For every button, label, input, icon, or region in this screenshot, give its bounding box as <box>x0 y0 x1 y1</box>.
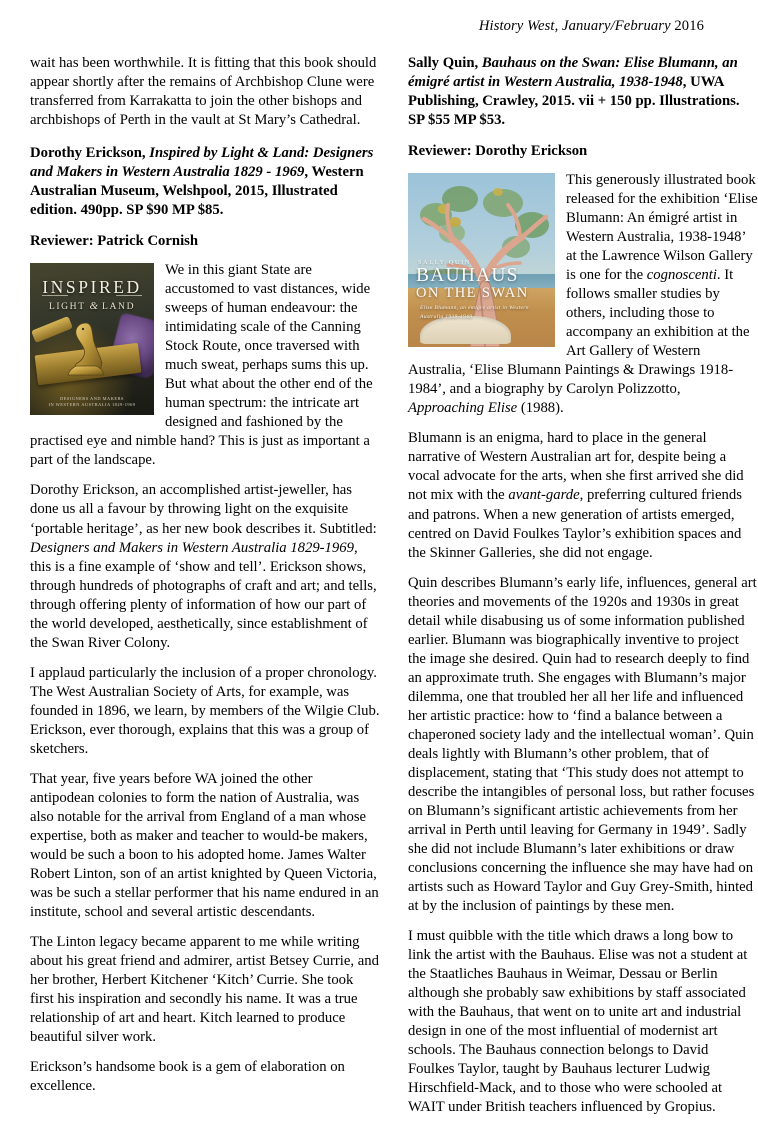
citation-imprint-bauhaus: , UWA Publishing, Crawley, 2015. vii + 150 pp. Illustrations. SP $55 MP $53. <box>408 74 740 128</box>
citation-imprint: , Western Australian Museum, Welshpool, 2015, Illustrated edition. 490pp. SP $90 MP $85. <box>30 164 364 218</box>
right-column <box>408 54 758 1128</box>
enigma-part1: Blumann is an enigma, hard to place in the general narrative of Western Australian art for, despite being a vocal advocate for the arts, when she first arrived she did not mix with the <box>408 430 744 503</box>
citation-title: Inspired by Light & Land: Designers and Makers in Western Australia 1829 - 1969 <box>30 145 373 180</box>
intro-italic-cognoscenti: cognoscenti <box>647 267 717 283</box>
paragraph-title-quibble: I must quibble with the title which draws a long bow to link the artist with the Bauhaus. Elise was not a student at the Staatliches Bauhaus in Weimar, Dessau or Berlin although she probably saw exhibitions by staff associated with the Bauhaus, that went on to unite art and industrial design in one of the most influential of modernist art schools. The Bauhaus connection belongs to David Foulkes Taylor, taught by Bauhaus lecturer Ludwig Hirschfield-Mack, and to those who were schooled at WAIT under British teachers influenced by Gropius. <box>408 927 758 1117</box>
cover-subtitle-bauhaus: Elise Blumann, an émigré artist in Western Australia 1938-1948 <box>420 304 545 321</box>
cover-subtitle-post: LAND <box>98 301 135 312</box>
cover-credit-line-1: DESIGNERS AND MAKERS <box>30 396 154 403</box>
cover-title-inspired: INSPIRED <box>30 277 154 298</box>
running-head-issue: January/February <box>558 18 670 34</box>
book-citation-inspired <box>30 144 380 220</box>
cover-subtitle-pre: LIGHT <box>49 301 90 312</box>
cover-subtitle-light-and-land <box>30 300 154 312</box>
paragraph-erickson-part2: , this is a fine example of ‘show and tell’. Erickson shows, through hundreds of photographs of craft and art; and tells, through offering plenty of information of how our part of the world developed, aesthetically, since establishment of the Swan River Colony. <box>30 540 377 651</box>
paragraph-erickson-subtitled <box>30 481 380 652</box>
cover-title-on-the-swan: ON THE SWAN <box>416 286 529 301</box>
cover-title-bauhaus: BAUHAUS <box>416 266 519 286</box>
two-column-layout <box>30 54 732 1128</box>
book-cover-inspired-by-light-and-land <box>30 263 154 415</box>
paragraph-linton: That year, five years before WA joined the other antipodean colonies to form the nation of Australia, was also notable for the arrival from England of a man whose expertise, both as maker and teacher to would-be makers, would be such a boon to his adopted home. James Walter Robert Linton, son of an artist knighted by Queen Victoria, was be such a stellar performer that his name endured in an institute, school and several artistic descendants. <box>30 770 380 922</box>
intro-part3: (1988). <box>517 400 564 416</box>
enigma-italic-avant-garde: avant-garde <box>508 487 579 503</box>
intro-part1: This generously illustrated book released for the exhibition ‘Elise Blumann: An émigré artist in Western Australia, 1938-1948’ at the Lawrence Wilson Gallery is one for the <box>566 172 758 283</box>
citation-author-quin: Sally Quin, <box>408 55 482 71</box>
paragraph-quin-describes: Quin describes Blumann’s early life, influences, general art theories and movements of the 1920s and 1930s in great detail while disabusing us of some information published earlier. Blumann was biographically inventive to project the image she desired. Quin had to research deeply to find an approximate truth. She engages with Blumann’s major dilemma, one that troubled her all her life and influenced her artistic practice: how to ‘find a balance between a chaperoned society lady and the intellectual woman’. Quin deals lightly with Blumann’s other problem, that of displacement, stating that ‘This study does not attempt to describe the intangibles of personal loss, but rather focuses on Blumann’s significant artistic achievements from her arrival in Perth until leaving for Germany in 1949’. Sadly she did not include Blumann’s later exhibitions or draw conclusions concerning the influence she may have had on artists such as Howard Taylor and Guy Grey-Smith, hinted at by the inclusion of paintings by these men. <box>408 574 758 917</box>
enigma-part2: , preferring cultured friends and patrons. When a new generation of artists emerged, centred on David Foulkes Taylor’s exhibition spaces and the Skinner Galleries, she did not engage. <box>408 487 742 560</box>
tree-foliage-group <box>420 186 549 258</box>
paragraph-blumann-enigma <box>408 429 758 562</box>
continued-paragraph: wait has been worthwhile. It is fitting that this book should appear shortly after the remains of Archbishop Clune were transferred from Karrakatta to join the other bishops and archbishops of Perth in the vault at St Mary’s Cathedral. <box>30 54 380 130</box>
cover-ampersand: & <box>90 300 99 312</box>
paragraph-closing-left: Erickson’s handsome book is a gem of elaboration on excellence. <box>30 1058 380 1096</box>
paragraph-erickson-part1: Dorothy Erickson, an accomplished artist-jeweller, has done us all a favour by throwing light on the exquisite ‘portable heritage’, as her new book describes it. Subtitled: <box>30 482 377 536</box>
left-column <box>30 54 380 1108</box>
reviewer-line-cornish: Reviewer: Patrick Cornish <box>30 232 380 251</box>
book-citation-bauhaus <box>408 54 758 130</box>
running-head-year: 2016 <box>671 18 704 34</box>
paragraph-review-opening: We in this giant State are accustomed to vast distances, wide sweeps of human endeavour: the intimidating scale of the Canning Stock Route, once traversed with much sweat, perhaps sums this up. But what about the other end of the human spectrum: the intricate art designed and fashioned by the practised eye and nimble hand? This is just as important a part of the landscape. <box>30 261 380 470</box>
cover-author-bauhaus: SALLY QUIN <box>418 259 471 266</box>
intro-italic-approaching-elise: Approaching Elise <box>408 400 517 416</box>
book-cover-bauhaus-on-the-swan <box>408 173 555 347</box>
running-head <box>30 18 732 36</box>
cover-credit-inspired <box>30 396 154 409</box>
paragraph-erickson-italic-subtitle: Designers and Makers in Western Australia 1829-1969 <box>30 540 354 556</box>
citation-title-bauhaus: Bauhaus on the Swan: Elise Blumann, an émigré artist in Western Australia, 1938-1948 <box>408 55 738 90</box>
swan-brooch-icon <box>60 319 114 381</box>
reviewer-line-erickson: Reviewer: Dorothy Erickson <box>408 142 758 161</box>
paragraph-linton-legacy: The Linton legacy became apparent to me while writing about his great friend and admirer, artist Betsey Currie, and her brother, Herbert Kitchener ‘Kitch’ Currie. She took first his inspiration and secondly his name. It was a true relationship of art and heart. Kitch learned to produce beautiful silver work. <box>30 933 380 1047</box>
cover-credit-line-2: IN WESTERN AUSTRALIA 1829-1969 <box>30 402 154 409</box>
intro-part2: . It follows smaller studies by others, including those to accompany an exhibition at the Art Gallery of Western Australia, ‘Elise Blumann Paintings & Drawings 1918-1984’, and a biography by Carolyn Polizzotto, <box>408 267 750 397</box>
citation-author: Dorothy Erickson, <box>30 145 149 161</box>
running-head-title: History West, <box>479 18 558 34</box>
paragraph-chronology: I applaud particularly the inclusion of a proper chronology. The West Australian Society of Arts, for example, was founded in 1896, we learn, by members of the Wilgie Club. Erickson, ever thorough, explains that this was a group of sketchers. <box>30 664 380 759</box>
